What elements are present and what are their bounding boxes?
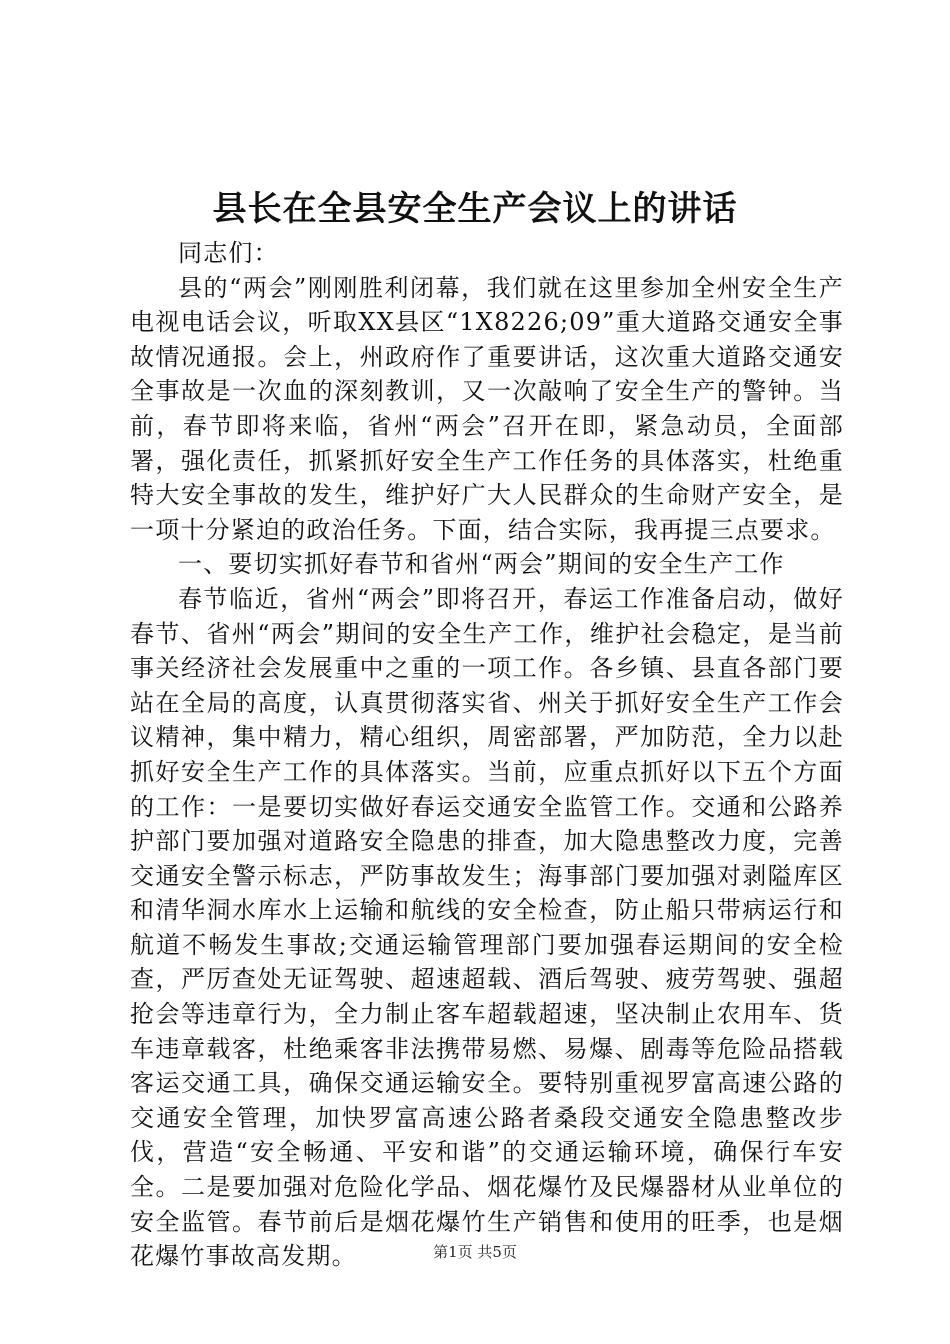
document-body: [130, 236, 844, 1274]
paragraph-section-1: 春节临近，省州“两会”即将召开，春运工作准备启动，做好春节、省州“两会”期间的安全生产工作，维护社会稳定，是当前事关经济社会发展重中之重的一项工作。各乡镇、县直各部门要站在全局的高度，认真贯彻落实省、州关于抓好安全生产工作会议精神，集中精力，精心组织，周密部署，严加防范，全力以赴抓好安全生产工作的具体落实。当前，应重点抓好以下五个方面的工作：一是要切实做好春运交通安全监管工作。交通和公路养护部门要加强对道路安全隐患的排查，加大隐患整改力度，完善交通安全警示标志，严防事故发生；海事部门要加强对剥隘库区和清华洞水库水上运输和航线的安全检查，防止船只带病运行和航道不畅发生事故;交通运输管理部门要加强春运期间的安全检查，严厉查处无证驾驶、超速超载、酒后驾驶、疲劳驾驶、强超抢会等违章行为，全力制止客车超载超速，坚决制止农用车、货车违章载客，杜绝乘客非法携带易燃、易爆、剧毒等危险品搭载客运交通工具，确保交通运输安全。要特别重视罗富高速公路的交通安全管理，加快罗富高速公路者桑段交通安全隐患整改步伐，营造“安全畅通、平安和谐”的交通运输环境，确保行车安全。二是要加强对危险化学品、烟花爆竹及民爆器材从业单位的安全监管。春节前后是烟花爆竹生产销售和使用的旺季，也是烟花爆竹事故高发期。: [130, 584, 844, 1271]
section-heading-1: 一、要切实抓好春节和省州“两会”期间的安全生产工作: [178, 550, 785, 579]
paragraph-intro: 县的“两会”刚刚胜利闭幕，我们就在这里参加全州安全生产电视电话会议，听取XX县区“1X8226;09”重大道路交通安全事故情况通报。会上，州政府作了重要讲话，这次重大道路交通安全事故是一次血的深刻教训，又一次敲响了安全生产的警钟。当前，春节即将来临，省州“两会”召开在即，紧急动员，全面部署，强化责任，抓紧抓好安全生产工作任务的具体落实，杜绝重特大安全事故的发生，维护好广大人民群众的生命财产安全，是一项十分紧迫的政治任务。下面，结合实际，我再提三点要求。: [130, 273, 844, 544]
salutation: 同志们：: [178, 239, 279, 267]
page-number-footer: 第1页 共5页: [433, 1243, 517, 1261]
document-title: 县长在全县安全生产会议上的讲话: [212, 189, 738, 229]
